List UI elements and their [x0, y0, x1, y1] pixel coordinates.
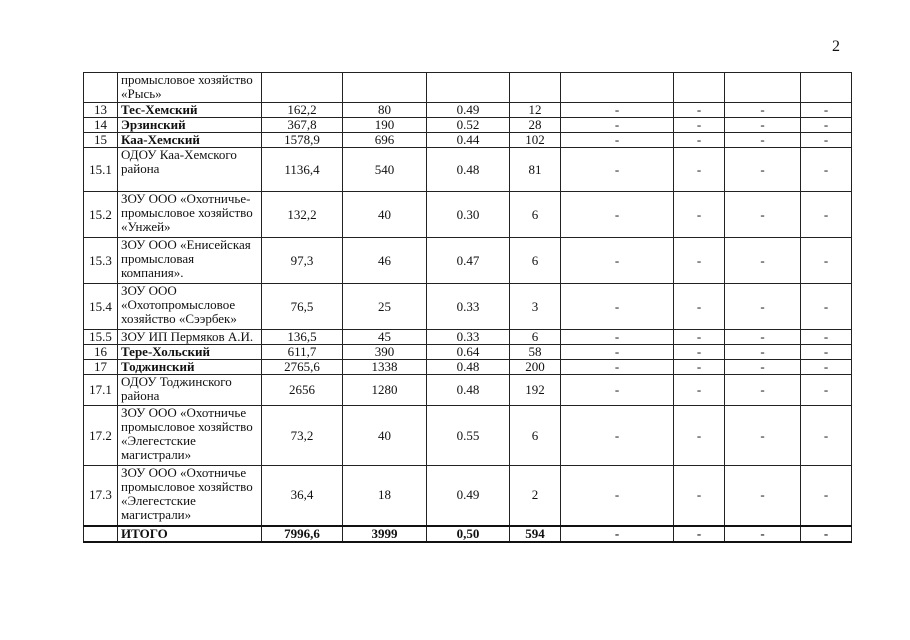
cell-area: [262, 73, 343, 103]
cell-col5: -: [561, 103, 674, 118]
cell-count: 390: [343, 345, 427, 360]
cell-col5: [561, 73, 674, 103]
row-name: Эрзинский: [118, 118, 262, 133]
cell-col8: -: [801, 238, 852, 284]
table-row: [84, 345, 852, 360]
cell-col7: -: [725, 360, 801, 375]
cell-count: 540: [343, 148, 427, 192]
cell-col8: -: [801, 360, 852, 375]
cell-col8: -: [801, 345, 852, 360]
cell-quota: 12: [510, 103, 561, 118]
row-number: 15.2: [84, 192, 118, 238]
cell-quota: 6: [510, 192, 561, 238]
row-name: ОДОУ Каа-Хемского района: [118, 148, 262, 192]
row-name: промысловое хозяйство «Рысь»: [118, 73, 262, 103]
cell-col8: -: [801, 133, 852, 148]
cell-quota: 2: [510, 466, 561, 526]
cell-quota: 102: [510, 133, 561, 148]
cell-col7: -: [725, 192, 801, 238]
cell-col6: -: [674, 118, 725, 133]
row-number: [84, 73, 118, 103]
table-row: [84, 148, 852, 192]
cell-count: 80: [343, 103, 427, 118]
cell-col7: -: [725, 103, 801, 118]
cell-col6: -: [674, 192, 725, 238]
cell-quota: 6: [510, 406, 561, 466]
cell-col6: -: [674, 148, 725, 192]
cell-area: 1578,9: [262, 133, 343, 148]
cell-col7: -: [725, 284, 801, 330]
cell-col5: -: [561, 133, 674, 148]
cell-col7: -: [725, 406, 801, 466]
cell-col5: -: [561, 148, 674, 192]
cell-col5: -: [561, 284, 674, 330]
table-row: [84, 73, 852, 103]
row-number: 17.3: [84, 466, 118, 526]
cell-col7: [725, 73, 801, 103]
total-label: ИТОГО: [118, 526, 262, 542]
cell-area: 162,2: [262, 103, 343, 118]
cell-col5: -: [561, 406, 674, 466]
cell-col7: -: [725, 345, 801, 360]
cell-count: 190: [343, 118, 427, 133]
cell-density: 0.55: [427, 406, 510, 466]
row-name: Каа-Хемский: [118, 133, 262, 148]
cell-col5: -: [561, 330, 674, 345]
row-name: ЗОУ ООО «Охотничье промысловое хозяйство «Элегестские магистрали»: [118, 466, 262, 526]
row-number: 16: [84, 345, 118, 360]
cell-count: 45: [343, 330, 427, 345]
cell-quota: 81: [510, 148, 561, 192]
cell-col8: -: [801, 526, 852, 542]
cell-density: 0,50: [427, 526, 510, 542]
row-number: 15.3: [84, 238, 118, 284]
cell-area: 611,7: [262, 345, 343, 360]
cell-col5: -: [561, 526, 674, 542]
cell-col8: -: [801, 330, 852, 345]
table-row: [84, 133, 852, 148]
cell-col6: -: [674, 330, 725, 345]
cell-density: 0.48: [427, 375, 510, 406]
cell-area: 73,2: [262, 406, 343, 466]
cell-col6: -: [674, 360, 725, 375]
cell-col5: -: [561, 375, 674, 406]
cell-density: 0.64: [427, 345, 510, 360]
row-number: 17.1: [84, 375, 118, 406]
cell-quota: 58: [510, 345, 561, 360]
row-name: ЗОУ ООО «Охотничье промысловое хозяйство «Элегестские магистрали»: [118, 406, 262, 466]
cell-col5: -: [561, 192, 674, 238]
cell-quota: [510, 73, 561, 103]
cell-density: [427, 73, 510, 103]
row-number: 14: [84, 118, 118, 133]
row-number: 13: [84, 103, 118, 118]
cell-col6: -: [674, 375, 725, 406]
cell-col5: -: [561, 360, 674, 375]
cell-quota: 28: [510, 118, 561, 133]
row-name: ОДОУ Тоджинского района: [118, 375, 262, 406]
cell-area: 7996,6: [262, 526, 343, 542]
row-number: [84, 526, 118, 542]
cell-col5: -: [561, 345, 674, 360]
cell-density: 0.48: [427, 360, 510, 375]
cell-area: 76,5: [262, 284, 343, 330]
cell-count: 1338: [343, 360, 427, 375]
cell-count: 40: [343, 406, 427, 466]
cell-area: 97,3: [262, 238, 343, 284]
cell-count: 46: [343, 238, 427, 284]
cell-col7: -: [725, 118, 801, 133]
total-row: [84, 526, 852, 542]
cell-col6: -: [674, 345, 725, 360]
table-row: [84, 192, 852, 238]
table-row: [84, 406, 852, 466]
page-number: 2: [832, 38, 840, 55]
cell-col7: -: [725, 238, 801, 284]
cell-density: 0.49: [427, 103, 510, 118]
cell-col5: -: [561, 238, 674, 284]
cell-col5: -: [561, 466, 674, 526]
row-name: Тере-Хольский: [118, 345, 262, 360]
cell-col7: -: [725, 148, 801, 192]
cell-density: 0.48: [427, 148, 510, 192]
table-row: [84, 360, 852, 375]
cell-area: 136,5: [262, 330, 343, 345]
table-row: [84, 330, 852, 345]
cell-area: 2656: [262, 375, 343, 406]
cell-density: 0.47: [427, 238, 510, 284]
cell-col7: -: [725, 133, 801, 148]
data-table: [83, 72, 852, 543]
cell-col5: -: [561, 118, 674, 133]
cell-density: 0.52: [427, 118, 510, 133]
table-row: [84, 466, 852, 526]
cell-col7: -: [725, 526, 801, 542]
cell-col6: -: [674, 526, 725, 542]
cell-quota: 200: [510, 360, 561, 375]
cell-col8: -: [801, 406, 852, 466]
row-name: ЗОУ ООО «Охотничье-промысловое хозяйство «Унжей»: [118, 192, 262, 238]
row-number: 15: [84, 133, 118, 148]
cell-col8: [801, 73, 852, 103]
cell-quota: 3: [510, 284, 561, 330]
cell-col6: [674, 73, 725, 103]
cell-col6: -: [674, 133, 725, 148]
cell-area: 367,8: [262, 118, 343, 133]
cell-count: 1280: [343, 375, 427, 406]
cell-col8: -: [801, 192, 852, 238]
row-name: ЗОУ ООО «Енисейская промысловая компания».: [118, 238, 262, 284]
cell-col7: -: [725, 375, 801, 406]
row-number: 15.4: [84, 284, 118, 330]
cell-col8: -: [801, 148, 852, 192]
cell-count: [343, 73, 427, 103]
cell-count: 18: [343, 466, 427, 526]
row-number: 15.5: [84, 330, 118, 345]
row-name: ЗОУ ИП Пермяков А.И.: [118, 330, 262, 345]
cell-col6: -: [674, 238, 725, 284]
cell-col6: -: [674, 103, 725, 118]
cell-area: 1136,4: [262, 148, 343, 192]
cell-col7: -: [725, 330, 801, 345]
table-row: [84, 375, 852, 406]
table-row: [84, 103, 852, 118]
cell-count: 696: [343, 133, 427, 148]
cell-quota: 192: [510, 375, 561, 406]
cell-area: 36,4: [262, 466, 343, 526]
cell-quota: 6: [510, 330, 561, 345]
cell-col7: -: [725, 466, 801, 526]
cell-col6: -: [674, 284, 725, 330]
cell-count: 3999: [343, 526, 427, 542]
cell-col8: -: [801, 466, 852, 526]
cell-col6: -: [674, 406, 725, 466]
cell-count: 40: [343, 192, 427, 238]
cell-quota: 6: [510, 238, 561, 284]
row-name: Тоджинский: [118, 360, 262, 375]
cell-density: 0.44: [427, 133, 510, 148]
cell-col8: -: [801, 103, 852, 118]
cell-quota: 594: [510, 526, 561, 542]
cell-col8: -: [801, 284, 852, 330]
cell-col8: -: [801, 118, 852, 133]
row-name: Тес-Хемский: [118, 103, 262, 118]
cell-area: 2765,6: [262, 360, 343, 375]
cell-density: 0.33: [427, 284, 510, 330]
cell-col6: -: [674, 466, 725, 526]
cell-count: 25: [343, 284, 427, 330]
row-number: 17: [84, 360, 118, 375]
cell-area: 132,2: [262, 192, 343, 238]
cell-density: 0.49: [427, 466, 510, 526]
row-number: 15.1: [84, 148, 118, 192]
table-row: [84, 238, 852, 284]
table-row: [84, 118, 852, 133]
cell-col8: -: [801, 375, 852, 406]
table-row: [84, 284, 852, 330]
cell-density: 0.30: [427, 192, 510, 238]
row-number: 17.2: [84, 406, 118, 466]
cell-density: 0.33: [427, 330, 510, 345]
row-name: ЗОУ ООО «Охотопромысловое хозяйство «Сээрбек»: [118, 284, 262, 330]
